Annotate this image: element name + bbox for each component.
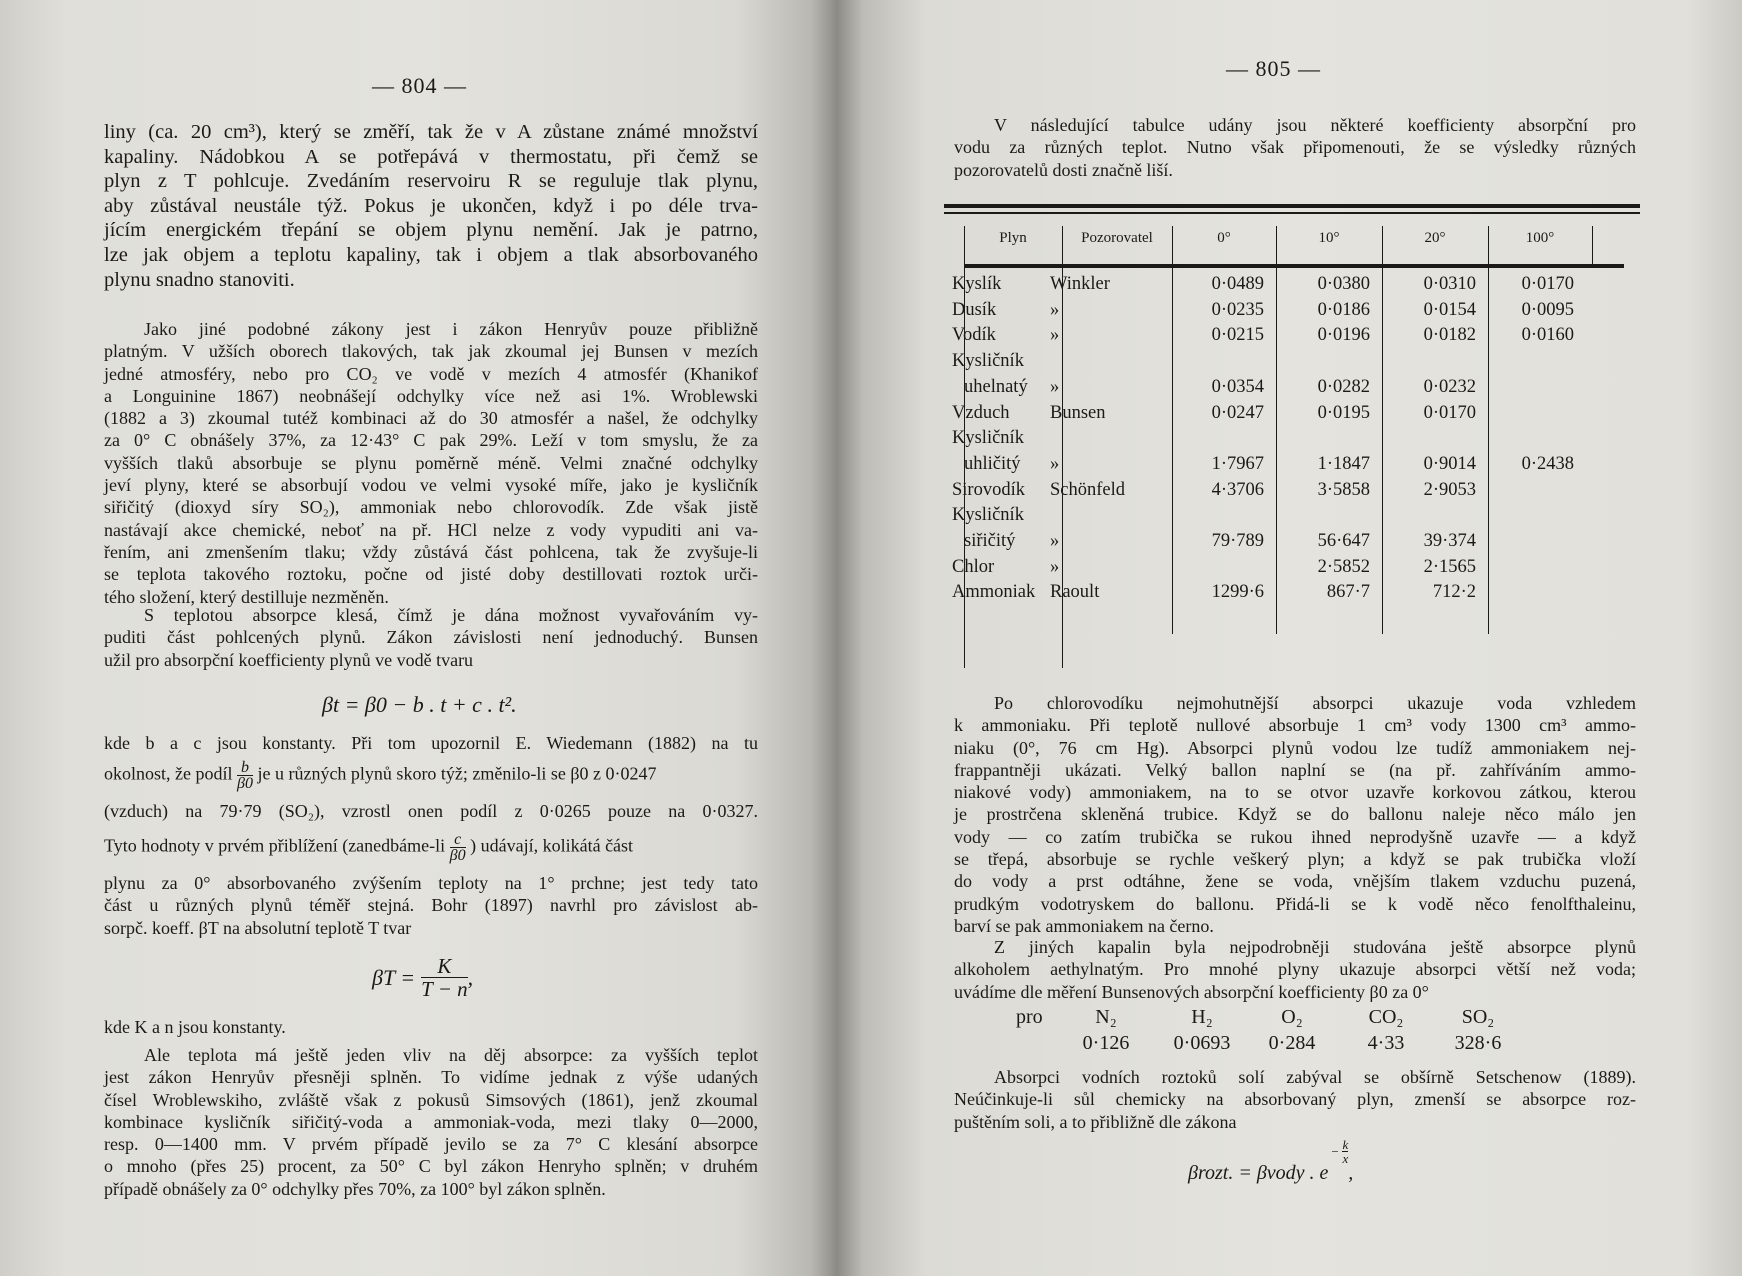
value-20-cell: 39·374 (1423, 531, 1476, 551)
alcohol-coefficient-value: 0·126 (1082, 1032, 1130, 1054)
right-paragraph-3 (954, 936, 1636, 1003)
observer-cell: Schönfeld (1050, 479, 1126, 500)
text-line: tého složení, který destilluje nezměněn. (104, 586, 389, 607)
value-10-cell: 56·647 (1317, 531, 1370, 551)
formula-lhs: βT = (372, 964, 416, 990)
text-line: plynu za 0° absorbovaného zvýšením teploty na 1° prchne; jest tedy tato (104, 873, 758, 893)
value-0-cell: 0·0215 (1211, 325, 1264, 346)
formula-tail: , (1348, 1162, 1354, 1184)
left-paragraph-5: kde K a n jsou konstanty. (104, 1017, 286, 1037)
text-line: uvádíme dle měření Bunsenových absorpční koefficienty β0 za 0° (954, 981, 1429, 1002)
observer-cell: » (1050, 325, 1060, 346)
text-line: (1882 a 3) zkoumal tutéž kombinaci až do 30 atmosfér a našel, že odchylky (104, 408, 758, 429)
page-number-left: — 804 — (372, 73, 467, 98)
gas-cell: Ammoniak (952, 582, 1036, 603)
value-0-cell: 1·7967 (1211, 453, 1264, 474)
text-line: (vzduch) na 79·79 (SO₂), vzrostl onen podíl z 0·0265 pouze na 0·0327. (104, 801, 758, 821)
text-line: řením, ani zmenšením tlaku; vždy zůstává část pohlcena, tak že zvyšuje-li (104, 541, 758, 562)
text-line-with-fraction-b (104, 760, 758, 791)
text-line: je prostrčena skleněná trubice. Když se do ballonu naleje něco málo jen (954, 804, 1636, 825)
text-line: pozorovatelů dosti značně liší. (954, 159, 1173, 180)
value-20-cell: 0·0170 (1423, 402, 1476, 423)
text-line: lze jak objem a teplotu kapaliny, tak i objem a tlak absorbovaného (104, 243, 758, 266)
table-header-cell: Pozorovatel (1081, 230, 1153, 246)
fraction-c-over-beta0 (450, 832, 466, 863)
alcohol-gas-label: SO₂ (1461, 1006, 1495, 1028)
text-line: se třepá, absorbuje se rychle veškerý plyn; a když se pak trubička vloží (954, 849, 1636, 870)
observer-cell: » (1050, 376, 1060, 397)
value-100-cell: 0·0095 (1521, 299, 1574, 320)
text-line: vody — co zatím trubička se rukou ihned neprodyšně uzavře — a když (954, 826, 1636, 847)
formula-main: βrozt. = βvody . e (1188, 1162, 1329, 1184)
value-0-cell: 1299·6 (1211, 582, 1264, 603)
left-paragraph-4 (104, 732, 758, 754)
fraction-numerator: c (450, 832, 466, 848)
text-line: Po chlorovodíku nejmohutnější absorpci ukazuje voda vzhledem (994, 693, 1636, 713)
text-line (104, 800, 758, 822)
text-line: kde b a c jsou konstanty. Při tom upozornil E. Wiedemann (1882) na tu (104, 733, 758, 753)
value-100-cell: 0·2438 (1521, 453, 1574, 474)
text-line: případě obnášely za 0° odchylky přes 70%, za 100° byl zákon splněn. (104, 1178, 606, 1199)
text-line: alkoholem aethylnatým. Pro mnohé plyny ukazuje absorpci větší než voda; (954, 959, 1636, 980)
text-line: plyn z T pohlcuje. Zvedáním reservoiru R se reguluje tlak plynu, (104, 170, 758, 193)
text-line: jícím energickém třepání se objem plynu nemění. Jak je patrno, (104, 219, 758, 242)
text-line: Jako jiné podobné zákony jest i zákon Henryův pouze přibližně (144, 319, 758, 339)
table-row (944, 428, 1640, 454)
text-line: barví se pak ammoniakem na černo. (954, 915, 1214, 936)
text-line: siřičitý (dioxyd síry SO₂), ammoniak nebo chlorovodík. Zde však jistě (104, 497, 758, 518)
text-line: vyšších tlaků absorbuje se plynu poměrně méně. Velmi značné odchylky (104, 452, 758, 473)
text-line: jeví plyny, které se absorbují vodou ve velmi vysoké míře, jako je kysličník (104, 475, 758, 496)
gas-cell: Dusík (952, 299, 997, 320)
observer-cell: » (1050, 453, 1060, 474)
alcohol-gas-label: H₂ (1191, 1006, 1213, 1028)
alcohol-coefficient-value: 0·284 (1268, 1032, 1316, 1054)
text-line: frappantněji ukázati. Velký ballon naplní se (na př. zahříváním ammo- (954, 759, 1636, 780)
value-0-cell: 79·789 (1211, 531, 1264, 551)
gas-cell: Kysličník (952, 505, 1024, 526)
right-page (836, 0, 1742, 1276)
table-row (944, 557, 1640, 583)
table-row (944, 531, 1640, 557)
left-paragraph-1 (104, 120, 758, 292)
value-100-cell: 0·0160 (1521, 325, 1574, 346)
text-line: aby zůstával neustále týž. Pokus je ukončen, když i po déle trva- (104, 194, 758, 217)
table-row (944, 325, 1640, 351)
formula-bunsen: βt = β0 − b . t + c . t². (322, 692, 517, 717)
fraction-numerator: K (421, 955, 467, 978)
gas-cell: Kyslík (952, 274, 1002, 294)
table-row (944, 377, 1640, 403)
text-line: nastávají akce chemické, neboť na př. HCl nelze z vody vypuditi ani va- (104, 519, 758, 540)
gas-cell: siřičitý (964, 531, 1016, 551)
formula-exponent: − $\frac{k}{x}$ (1330, 1137, 1349, 1166)
fraction-denominator: β0 (449, 847, 466, 864)
value-20-cell: 0·0310 (1423, 274, 1476, 294)
gas-cell: Sirovodík (952, 479, 1025, 500)
observer-cell: » (1050, 299, 1060, 320)
text-line: platným. V užších oborech tlakových, tak jak zkoumal jej Bunsen v mezích (104, 341, 758, 362)
text-line: Z jiných kapalin byla nejpodrobněji studována ještě absorpce plynů (994, 937, 1636, 957)
text-line: k ammoniaku. Při teplotě nullové absorbuje 1 cm³ vody 1300 cm³ ammo- (954, 715, 1636, 736)
text-line: puditi část pohlcených plynů. Zákon závislosti není jednoduchý. Bunsen (104, 627, 758, 648)
text-line: část u různých plynů téměř stejná. Bohr (1897) navrhl pro závislost ab- (104, 895, 758, 916)
table-top-rule-thin (944, 212, 1640, 214)
observer-cell: Raoult (1050, 582, 1100, 603)
gas-cell: Vodík (952, 325, 996, 346)
value-0-cell: 0·0247 (1211, 402, 1264, 423)
value-20-cell: 2·1565 (1423, 556, 1476, 577)
value-0-cell: 0·0354 (1211, 376, 1264, 397)
value-10-cell: 1·1847 (1317, 453, 1370, 474)
value-20-cell: 2·9053 (1423, 479, 1476, 500)
text-line: niakové vody) ammoniakem, na to se otvor uzavře korkovou zátkou, kterou (954, 782, 1636, 803)
alcohol-gas-label: O₂ (1281, 1006, 1303, 1028)
left-paragraph-6 (104, 1044, 758, 1200)
alcohol-label: pro (1016, 1006, 1043, 1028)
fraction-denominator: β0 (237, 775, 253, 792)
value-20-cell: 0·0182 (1423, 325, 1476, 346)
exponent-numerator: k (1342, 1137, 1349, 1152)
value-0-cell: 4·3706 (1211, 479, 1264, 500)
fraction-b-over-beta0 (237, 760, 253, 791)
gas-cell: uhličitý (964, 453, 1021, 474)
observer-cell: Bunsen (1050, 402, 1106, 423)
text-line: plynu snadno stanoviti. (104, 268, 295, 291)
value-20-cell: 0·0154 (1423, 299, 1476, 320)
value-10-cell: 0·0282 (1317, 376, 1370, 397)
text-line: Neúčinkuje-li sůl chemicky na absorbovaný plyn, zmenší se absorpce roz- (954, 1089, 1636, 1110)
alcohol-gas-label: CO₂ (1368, 1006, 1404, 1028)
text-line: kapaliny. Nádobkou A se potřepává v thermostatu, při čemž se (104, 145, 758, 168)
value-10-cell: 3·5858 (1317, 479, 1370, 500)
value-100-cell: 0·0170 (1521, 274, 1574, 294)
text-line: čísel Wroblewskiho, zvláště však z pokusů Simsových (1861), jenž zkoumal (104, 1089, 758, 1110)
formula-tail: , (467, 964, 474, 990)
text-fragment: je u různých plynů skoro týž; změnilo-li se β0 z 0·0247 (257, 763, 657, 784)
gas-cell: Kysličník (952, 428, 1024, 449)
text-line: o mnoho (přes 25) procent, za 50° C byl zákon Henryho splněn; v druhém (104, 1156, 758, 1177)
table-row (944, 351, 1640, 377)
text-line: prudkým vodotryskem do ballonu. Přidá-li se k vodě něco fenolfthaleinu, (954, 893, 1636, 914)
text-fragment: Tyto hodnoty v prvém přiblížení (zanedbáme-li (104, 835, 446, 856)
value-20-cell: 0·9014 (1423, 453, 1476, 474)
text-line: za 0° C obnášely 37%, za 12·43° C pak 29%. Leží v tom smyslu, že za (104, 430, 758, 451)
table-top-rule (944, 204, 1640, 208)
text-line: Ale teplota má ještě jeden vliv na děj absorpce: za vyšších teplot (144, 1045, 758, 1065)
fraction-denominator: T − n (421, 977, 468, 1001)
table-row (944, 480, 1640, 506)
right-paragraph-4 (954, 1066, 1636, 1133)
gas-cell: Kysličník (952, 351, 1024, 372)
fraction-K-over-T-n (421, 955, 467, 1000)
text-fragment: okolnost, že podíl (104, 763, 233, 784)
alcohol-gas-label: N₂ (1095, 1006, 1117, 1028)
left-paragraph-3 (104, 604, 758, 671)
table-header-cell: Plyn (999, 230, 1027, 246)
table-header-cell: 20° (1424, 230, 1446, 246)
value-0-cell: 0·0235 (1211, 299, 1264, 320)
text-line-with-fraction-c (104, 832, 758, 863)
table-row (944, 582, 1640, 608)
text-line: vodu za různých teplot. Nutno však připomenouti, že se výsledky různých (954, 137, 1636, 158)
text-line: S teplotou absorpce klesá, čímž je dána možnost vyvařováním vy- (144, 605, 758, 625)
left-paragraph-2 (104, 318, 758, 608)
table-row (944, 454, 1640, 480)
value-10-cell: 0·0380 (1317, 274, 1370, 294)
left-page (0, 0, 836, 1276)
gas-cell: Chlor (952, 556, 995, 577)
value-10-cell: 0·0195 (1317, 402, 1370, 423)
table-row (944, 274, 1640, 300)
alcohol-coefficient-value: 4·33 (1367, 1032, 1405, 1054)
text-line: V následující tabulce udány jsou některé koefficienty absorpční pro (994, 115, 1636, 135)
text-line: jedné atmosféry, nebo pro CO₂ ve vodě v mezích 4 atmosfér (Khanikof (104, 363, 758, 384)
observer-cell: » (1050, 531, 1060, 551)
table-row (944, 300, 1640, 326)
text-line: resp. 0—1400 mm. V prvém případě jevilo se za 7° C klesání absorpce (104, 1134, 758, 1155)
table-header-cell: 10° (1318, 230, 1340, 246)
text-line: sorpč. koeff. βT na absolutní teplotě T tvar (104, 917, 412, 938)
formula-setschenow (1188, 1137, 1354, 1185)
text-line: niaku (0°, 76 cm Hg). Absorpci plynů vodou lze tudíž ammoniakem nej- (954, 737, 1636, 758)
table-row (944, 403, 1640, 429)
table-column-divider (1592, 226, 1593, 266)
table-row (944, 505, 1640, 531)
value-20-cell: 712·2 (1432, 582, 1476, 603)
alcohol-coefficient-value: 0·0693 (1173, 1032, 1231, 1054)
fraction-numerator: b (237, 760, 253, 776)
exponent-denominator: x (1342, 1151, 1349, 1166)
text-line: užil pro absorpční koefficienty plynů ve vodě tvaru (104, 649, 474, 670)
formula-bohr (372, 955, 473, 1000)
left-paragraph-4-rest (104, 872, 758, 939)
value-10-cell: 867·7 (1326, 582, 1370, 603)
value-20-cell: 0·0232 (1423, 376, 1476, 397)
text-line: jest zákon Henryův přesněji splněn. To vidíme jednak z výše udaných (104, 1067, 758, 1088)
right-paragraph-2 (954, 692, 1636, 937)
text-line: Absorpci vodních roztoků solí zabýval se obšírně Setschenow (1889). (994, 1067, 1636, 1087)
observer-cell: Winkler (1050, 274, 1110, 294)
page-number-right: — 805 — (1226, 56, 1321, 81)
observer-cell: » (1050, 556, 1060, 577)
right-intro (954, 114, 1636, 181)
text-line: puštěním soli, a to přibližně dle zákona (954, 1111, 1237, 1132)
value-0-cell: 0·0489 (1211, 274, 1264, 294)
gas-cell: Vzduch (952, 402, 1010, 423)
alcohol-coefficient-value: 328·6 (1454, 1032, 1502, 1054)
text-line: kombinace kysličník siřičitý-voda a ammoniak-voda, mezi tlaky 0—2000, (104, 1111, 758, 1132)
value-10-cell: 2·5852 (1317, 556, 1370, 577)
text-line: a Longuinine 1867) neobnášejí odchylky více než asi 1%. Wroblewski (104, 385, 758, 406)
gas-cell: uhelnatý (964, 376, 1028, 397)
text-line: do vody a prst odtáhne, žene se voda, vnějším tlakem vzduchu puzená, (954, 871, 1636, 892)
text-line: liny (ca. 20 cm³), který se změří, tak že v A zůstane známé množství (104, 121, 758, 143)
text-fragment: ) udávají, kolikátá část (470, 835, 634, 856)
text-line: se teplota takového roztoku, počne od jisté doby destillovati roztok urči- (104, 564, 758, 585)
table-header-cell: 100° (1525, 230, 1555, 246)
value-10-cell: 0·0186 (1317, 299, 1370, 320)
table-header-cell: 0° (1217, 230, 1231, 246)
absorption-table (944, 204, 1640, 664)
value-10-cell: 0·0196 (1317, 325, 1370, 346)
